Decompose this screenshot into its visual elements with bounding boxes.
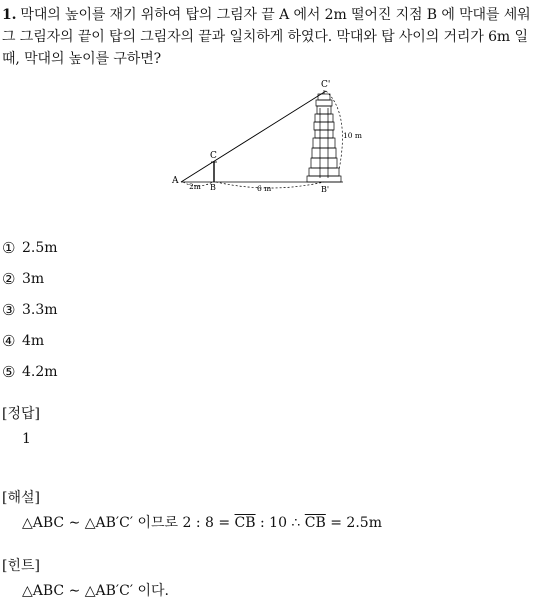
label-a: A: [172, 176, 179, 186]
explanation-part1: △ABC ∼ △AB′C′ 이므로 2 : 8 =: [22, 515, 235, 531]
label-tower-height: 10 m: [343, 131, 363, 140]
choice-text: 3.3m: [22, 302, 58, 318]
choice-1[interactable]: [2, 238, 302, 269]
hint-section: [2, 556, 532, 602]
choice-marker: ④: [2, 332, 16, 350]
choice-2[interactable]: [2, 269, 302, 300]
answer-value: 1: [22, 431, 31, 447]
label-b: B: [210, 183, 216, 192]
choice-marker: ③: [2, 301, 16, 319]
figure-svg: [165, 78, 365, 196]
hint-text: △ABC ∼ △AB′C′ 이다.: [22, 583, 169, 599]
label-bb-length: 6 m: [257, 184, 272, 193]
choice-marker: ②: [2, 270, 16, 288]
explanation-part2: : 10 ∴: [255, 515, 305, 531]
choice-text: 3m: [22, 271, 45, 287]
segment-cb: $\overline{CB}$: [234, 515, 256, 531]
choice-marker: ⑤: [2, 363, 16, 381]
question: [2, 4, 532, 70]
hypotenuse-line: [181, 91, 326, 182]
problem-figure: [165, 78, 365, 196]
label-c-prime: C': [321, 80, 331, 90]
choice-text: 2.5m: [22, 240, 58, 256]
choice-marker: ①: [2, 239, 16, 257]
answer-section: [2, 404, 532, 450]
choice-4[interactable]: [2, 331, 302, 362]
choice-3[interactable]: [2, 300, 302, 331]
explanation-body: [2, 512, 532, 534]
hint-label: [힌트]: [2, 558, 40, 574]
label-c: C: [210, 151, 217, 161]
question-number: 1.: [2, 7, 17, 23]
label-b-prime: B': [321, 185, 330, 194]
explanation-label: [해설]: [2, 490, 40, 506]
explanation-part3: = 2.5m: [325, 515, 382, 531]
segment-cb: $\overline{CB}$: [304, 515, 326, 531]
label-ab-length: 2m: [189, 182, 201, 191]
choice-text: 4m: [22, 333, 45, 349]
explanation-section: [2, 488, 532, 534]
question-text: 막대의 높이를 재기 위하여 탑의 그림자 끝 A 에서 2m 떨어진 지점 B 에 막대를 세워 그 그림자의 끝이 탑의 그림자의 끝과 일치하게 하였다. 막대와 탑 사이의 거리가 6m 일 때, 막대의 높이를 구하면?: [2, 7, 531, 67]
answer-label: [정답]: [2, 406, 40, 422]
choice-text: 4.2m: [22, 364, 58, 380]
choice-5[interactable]: [2, 362, 302, 393]
choice-list: [2, 238, 302, 393]
